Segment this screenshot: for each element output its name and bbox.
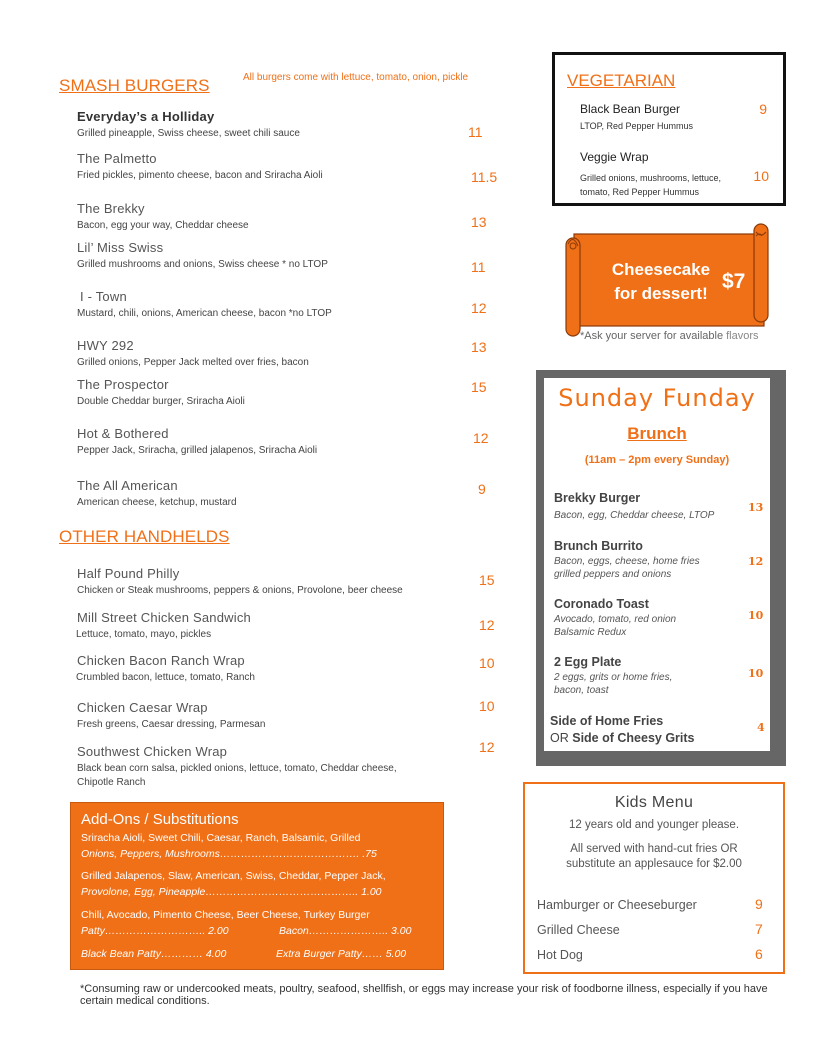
menu-item <box>77 700 577 732</box>
item-desc: Mustard, chili, onions, American cheese, bacon *no LTOP <box>77 308 332 319</box>
item-price: 9 <box>478 481 486 497</box>
item-name: Southwest Chicken Wrap <box>77 744 228 759</box>
kids-note-line-2: substitute an applesauce for $2.00 <box>566 858 742 870</box>
kids-subtitle: 12 years old and younger please. <box>568 819 740 831</box>
sunday-title: Sunday Funday <box>558 384 756 412</box>
item-desc: Bacon, egg your way, Cheddar cheese <box>77 220 249 231</box>
item-desc: Lettuce, tomato, mayo, pickles <box>76 629 212 640</box>
menu-item <box>554 655 734 697</box>
item-price: 12 <box>479 617 495 633</box>
item-price: 15 <box>471 379 487 395</box>
item-name: Chicken Bacon Ranch Wrap <box>77 653 245 668</box>
menu-item <box>554 597 734 639</box>
item-desc: Fried pickles, pimento cheese, bacon and Sriracha Aioli <box>77 170 323 181</box>
item-desc: Grilled pineapple, Swiss cheese, sweet chili sauce <box>77 128 300 139</box>
item-price: 11.5 <box>471 169 498 185</box>
dessert-price: $7 <box>722 270 746 293</box>
item-price: 13 <box>471 214 487 230</box>
menu-item <box>77 338 577 370</box>
item-name: Everyday’s a Holliday <box>77 109 215 124</box>
addons-line: Bacon………………….. 3.00 <box>279 925 412 937</box>
item-price: 10 <box>753 168 769 184</box>
item-name: HWY 292 <box>77 338 134 353</box>
vegetarian-content <box>555 55 783 197</box>
item-name: Hot & Bothered <box>77 426 169 441</box>
item-desc-cont: bacon, toast <box>554 685 609 696</box>
item-desc: Crumbled bacon, lettuce, tomato, Ranch <box>76 672 255 683</box>
smash-burgers-title: SMASH BURGERS <box>59 76 210 95</box>
addons-line: Black Bean Patty………… 4.00 <box>81 948 227 960</box>
kids-note <box>525 842 783 872</box>
item-price: 12 <box>479 739 495 755</box>
dessert-note-text: *Ask your server for available <box>580 330 724 342</box>
item-name: The All American <box>77 478 178 493</box>
menu-item <box>77 377 577 409</box>
menu-item <box>77 566 577 598</box>
item-desc: Bacon, egg, Cheddar cheese, LTOP <box>554 510 715 521</box>
item-name: The Palmetto <box>77 151 157 166</box>
dessert-line-1: Cheesecake <box>611 260 711 279</box>
item-price: 13 <box>471 339 487 355</box>
menu-item <box>77 744 577 790</box>
kids-title: Kids Menu <box>614 794 694 811</box>
side-home-fries: Side of Home Fries <box>550 714 664 728</box>
item-name: Black Bean Burger <box>580 102 681 116</box>
item-desc: Avocado, tomato, red onion <box>554 614 677 625</box>
smash-burgers-note: All burgers come with lettuce, tomato, onion, pickle <box>243 72 469 83</box>
menu-item <box>77 478 577 510</box>
kids-item: Hamburger or Cheeseburger <box>537 898 697 912</box>
item-price: 12 <box>748 555 764 568</box>
menu-item <box>77 426 577 458</box>
item-name: Lil’ Miss Swiss <box>77 240 164 255</box>
item-price: 10 <box>748 609 764 622</box>
item-price: 9 <box>755 896 763 912</box>
menu-item <box>554 539 734 581</box>
food-safety-disclaimer: *Consuming raw or undercooked meats, poultry, seafood, shellfish, or eggs may increase your risk of foodborne illness, especially if you have certain medical conditions. <box>80 983 768 1007</box>
sunday-funday-box <box>544 378 770 751</box>
kids-menu-box <box>523 782 785 974</box>
dessert-note-end: flavors <box>726 330 759 342</box>
item-desc: 2 eggs, grits or home fries, <box>554 672 673 683</box>
item-name: 2 Egg Plate <box>554 655 622 669</box>
item-name: I - Town <box>80 289 127 304</box>
sides <box>550 713 750 747</box>
item-price: 6 <box>755 946 763 962</box>
item-name: Chicken Caesar Wrap <box>77 700 208 715</box>
item-desc-cont: grilled peppers and onions <box>554 569 672 580</box>
menu-item <box>77 240 577 272</box>
addons-line: Onions, Peppers, Mushrooms…………………………………. .75 <box>81 848 377 860</box>
item-desc: Double Cheddar burger, Sriracha Aioli <box>77 396 245 407</box>
item-desc: LTOP, Red Pepper Hummus <box>580 121 694 131</box>
item-desc: Black bean corn salsa, pickled onions, lettuce, tomato, Cheddar cheese, <box>77 763 397 774</box>
item-name: Brekky Burger <box>554 491 641 505</box>
menu-item <box>77 610 577 642</box>
addons-line: Provolone, Egg, Pineapple…………………………………….. 1.00 <box>81 886 382 898</box>
menu-item <box>77 653 577 685</box>
menu-item <box>77 289 580 321</box>
addons-line: Grilled Jalapenos, Slaw, American, Swiss, Cheddar, Pepper Jack, <box>81 870 386 882</box>
item-price: 10 <box>748 667 764 680</box>
item-price: 11 <box>471 259 486 275</box>
vegetarian-box <box>552 52 786 206</box>
cheesecake-banner <box>562 222 772 340</box>
item-desc-cont: Balsamic Redux <box>554 627 627 638</box>
vegetarian-title: VEGETARIAN <box>567 71 676 90</box>
addons-box <box>70 802 444 970</box>
item-desc: Fresh greens, Caesar dressing, Parmesan <box>77 719 266 730</box>
item-desc: Grilled mushrooms and onions, Swiss cheese * no LTOP <box>77 259 328 270</box>
dessert-line-2: for dessert! <box>614 284 708 303</box>
item-price: 9 <box>759 101 767 117</box>
item-price: 15 <box>479 572 495 588</box>
dessert-text <box>606 258 716 306</box>
side-cheesy-grits: Side of Cheesy Grits <box>572 731 695 745</box>
addons-line: Extra Burger Patty…… 5.00 <box>276 948 407 960</box>
item-name: Coronado Toast <box>554 597 649 611</box>
item-desc-cont: tomato, Red Pepper Hummus <box>580 187 700 197</box>
side-or: OR <box>550 731 569 745</box>
dessert-note <box>580 330 759 342</box>
item-name: Veggie Wrap <box>580 150 649 164</box>
item-name: Half Pound Philly <box>77 566 180 581</box>
menu-item <box>580 102 740 131</box>
addons-line: Chili, Avocado, Pimento Cheese, Beer Cheese, Turkey Burger <box>81 909 370 921</box>
brunch-title: Brunch <box>627 424 687 443</box>
item-desc: Pepper Jack, Sriracha, grilled jalapenos, Sriracha Aioli <box>77 445 318 456</box>
item-price: 4 <box>757 721 765 734</box>
addons-line: Patty……………………….. 2.00 <box>81 925 229 937</box>
addons-line: Sriracha Aioli, Sweet Chili, Caesar, Ranch, Balsamic, Grilled <box>81 832 361 844</box>
item-price: 12 <box>471 300 487 316</box>
item-price: 12 <box>473 430 489 446</box>
kids-note-line-1: All served with hand-cut fries OR <box>570 843 738 855</box>
item-desc-cont: Chipotle Ranch <box>77 777 146 788</box>
item-price: 10 <box>479 698 495 714</box>
menu-item <box>77 109 577 141</box>
item-name: Mill Street Chicken Sandwich <box>77 610 251 625</box>
item-desc: American cheese, ketchup, mustard <box>77 497 237 508</box>
item-desc: Chicken or Steak mushrooms, peppers & onions, Provolone, beer cheese <box>77 585 403 596</box>
menu-item <box>554 491 734 522</box>
item-price: 11 <box>468 124 483 140</box>
menu-item <box>77 201 577 233</box>
addons-title: Add-Ons / Substitutions <box>81 811 239 828</box>
item-desc: Grilled onions, mushrooms, lettuce, <box>580 173 722 183</box>
item-price: 10 <box>479 655 495 671</box>
kids-item: Grilled Cheese <box>537 923 620 937</box>
item-name: The Prospector <box>77 377 169 392</box>
item-name: The Brekky <box>77 201 145 216</box>
kids-item: Hot Dog <box>537 948 583 962</box>
item-name: Brunch Burrito <box>554 539 643 553</box>
menu-item <box>580 150 740 197</box>
item-price: 7 <box>755 921 763 937</box>
item-price: 13 <box>748 501 764 514</box>
menu-item <box>77 151 577 183</box>
item-desc: Bacon, eggs, cheese, home fries <box>554 556 700 567</box>
item-desc: Grilled onions, Pepper Jack melted over fries, bacon <box>77 357 309 368</box>
handhelds-title: OTHER HANDHELDS <box>59 527 230 546</box>
brunch-hours: (11am – 2pm every Sunday) <box>584 454 730 466</box>
